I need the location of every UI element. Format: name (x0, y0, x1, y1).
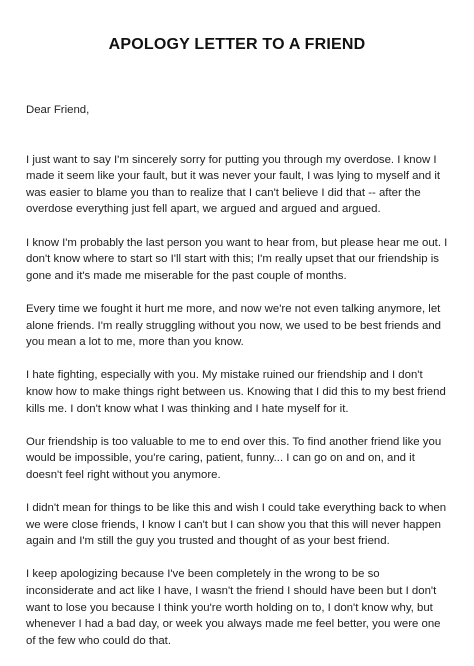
letter-body (26, 102, 450, 666)
letter-paragraph-6: I didn't mean for things to be like this and wish I could take everything back to when we were close friends, I know I can't but I can show you that this will never happen again and I'm still the guy you trusted and thought of as your best friend. (26, 502, 447, 548)
letter-paragraph-4: I hate fighting, especially with you. My mistake ruined our friendship and I don't know how to make things right between us. Knowing that I did this to my best friend kills me. I don't know what I was thinking and I hate myself for it. (26, 369, 446, 415)
letter-paragraph-2: I know I'm probably the last person you want to hear from, but please hear me out. I don't know where to start so I'll start with this; I'm really upset that our friendship is gone and it's made me miserable for the past couple of months. (26, 236, 448, 282)
letter-title: APOLOGY LETTER TO A FRIEND (108, 36, 366, 53)
letter-paragraph-5: Our friendship is too valuable to me to end over this. To find another friend like you would be impossible, you're caring, patient, funny... I can go on and on, and it doesn't feel right without you anymore. (26, 435, 442, 481)
letter-greeting: Dear Friend, (26, 104, 90, 116)
letter-paragraph-1: I just want to say I'm sincerely sorry for putting you through my overdose. I know I made it seem like your fault, but it was never your fault, I was lying to myself and it was easier to blame you than to realize that I can't believe I did that -- after the overdose everything just fell apart, we argued and argued and argued. (26, 153, 441, 216)
letter-paragraph-3: Every time we fought it hurt me more, and now we're not even talking anymore, let alone friends. I'm really struggling without you now, we used to be best friends and you mean a lot to me, more than you know. (26, 302, 442, 349)
letter-paragraph-7: I keep apologizing because I've been completely in the wrong to be so inconsiderate and act like I have, I wasn't the friend I should have been but I don't want to lose you because I think you're worth holding on to, I don't know why, but whenever I had a bad day, or week you always made me feel better, you were one of the few who could do that. (26, 568, 441, 647)
